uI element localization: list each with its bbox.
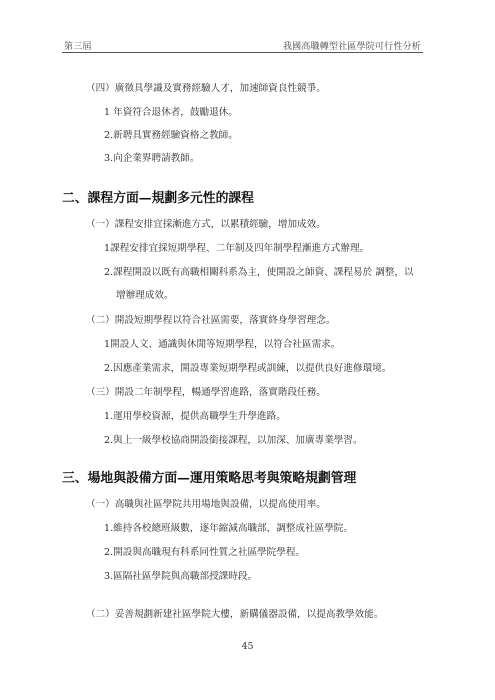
section-heading-3: 三、場地與設備方面—運用策略思考與策略規劃管理 <box>62 471 357 486</box>
subsection-heading: （三）開設二年制學程，暢通學習進路，落實階段任務。 <box>86 387 326 398</box>
running-header-left: 第三屆 <box>64 42 92 52</box>
subsection-heading: （一）課程安排宜採漸進方式，以累積經驗，增加成效。 <box>86 219 326 230</box>
list-item: 2.課程開設以既有高職相關科系為主，使開設之師資、課程易於 調整，以 <box>104 267 414 278</box>
list-item: 3.區隔社區學院與高職部授課時段。 <box>104 571 258 582</box>
list-item: 2.因應產業需求，開設專業短期學程或訓練，以提供良好進修環境。 <box>104 363 392 374</box>
section-heading-2: 二、課程方面—規劃多元性的課程 <box>62 191 254 206</box>
list-item: 3.向企業界聘請教師。 <box>104 153 200 164</box>
list-item: 1課程安排宜採短期學程、二年制及四年制學程漸進方式辦理。 <box>104 243 370 254</box>
page-number: 45 <box>241 641 254 652</box>
list-item: 1.運用學校資源，提供高職學生升學進路。 <box>104 411 286 422</box>
list-item: 1 年資符合退休者，鼓勵退休。 <box>104 107 238 118</box>
subsection-4-heading: （四）廣徵具學識及實務經驗人才，加速師資良性競爭。 <box>86 83 326 94</box>
list-item: 1.維持各校總班級數，逐年縮減高職部，調整成社區學院。 <box>104 523 353 534</box>
list-item: 2.新聘具實務經驗資格之教師。 <box>104 130 238 141</box>
list-item: 2.開設與高職現有科系同性質之社區學院學程。 <box>104 547 306 558</box>
running-header-right: 我國高職轉型社區學院可行性分析 <box>282 42 421 52</box>
list-item: 2.與上一級學校協商開設銜接課程，以加深、加廣專業學習。 <box>104 435 363 446</box>
header-rule <box>62 52 423 53</box>
list-item-continuation: 增辦理成效。 <box>116 290 174 301</box>
subsection-heading: （二）妥善規劃新建社區學院大樓，新購儀器設備，以提高教學效能。 <box>86 609 384 620</box>
subsection-heading: （二）開設短期學程以符合社區需要，落實終身學習理念。 <box>86 315 336 326</box>
subsection-heading: （一）高職與社區學院共用場地與設備，以提高使用率。 <box>86 499 326 510</box>
list-item: 1開設人文、通識與休閒等短期學程，以符合社區需求。 <box>104 339 341 350</box>
